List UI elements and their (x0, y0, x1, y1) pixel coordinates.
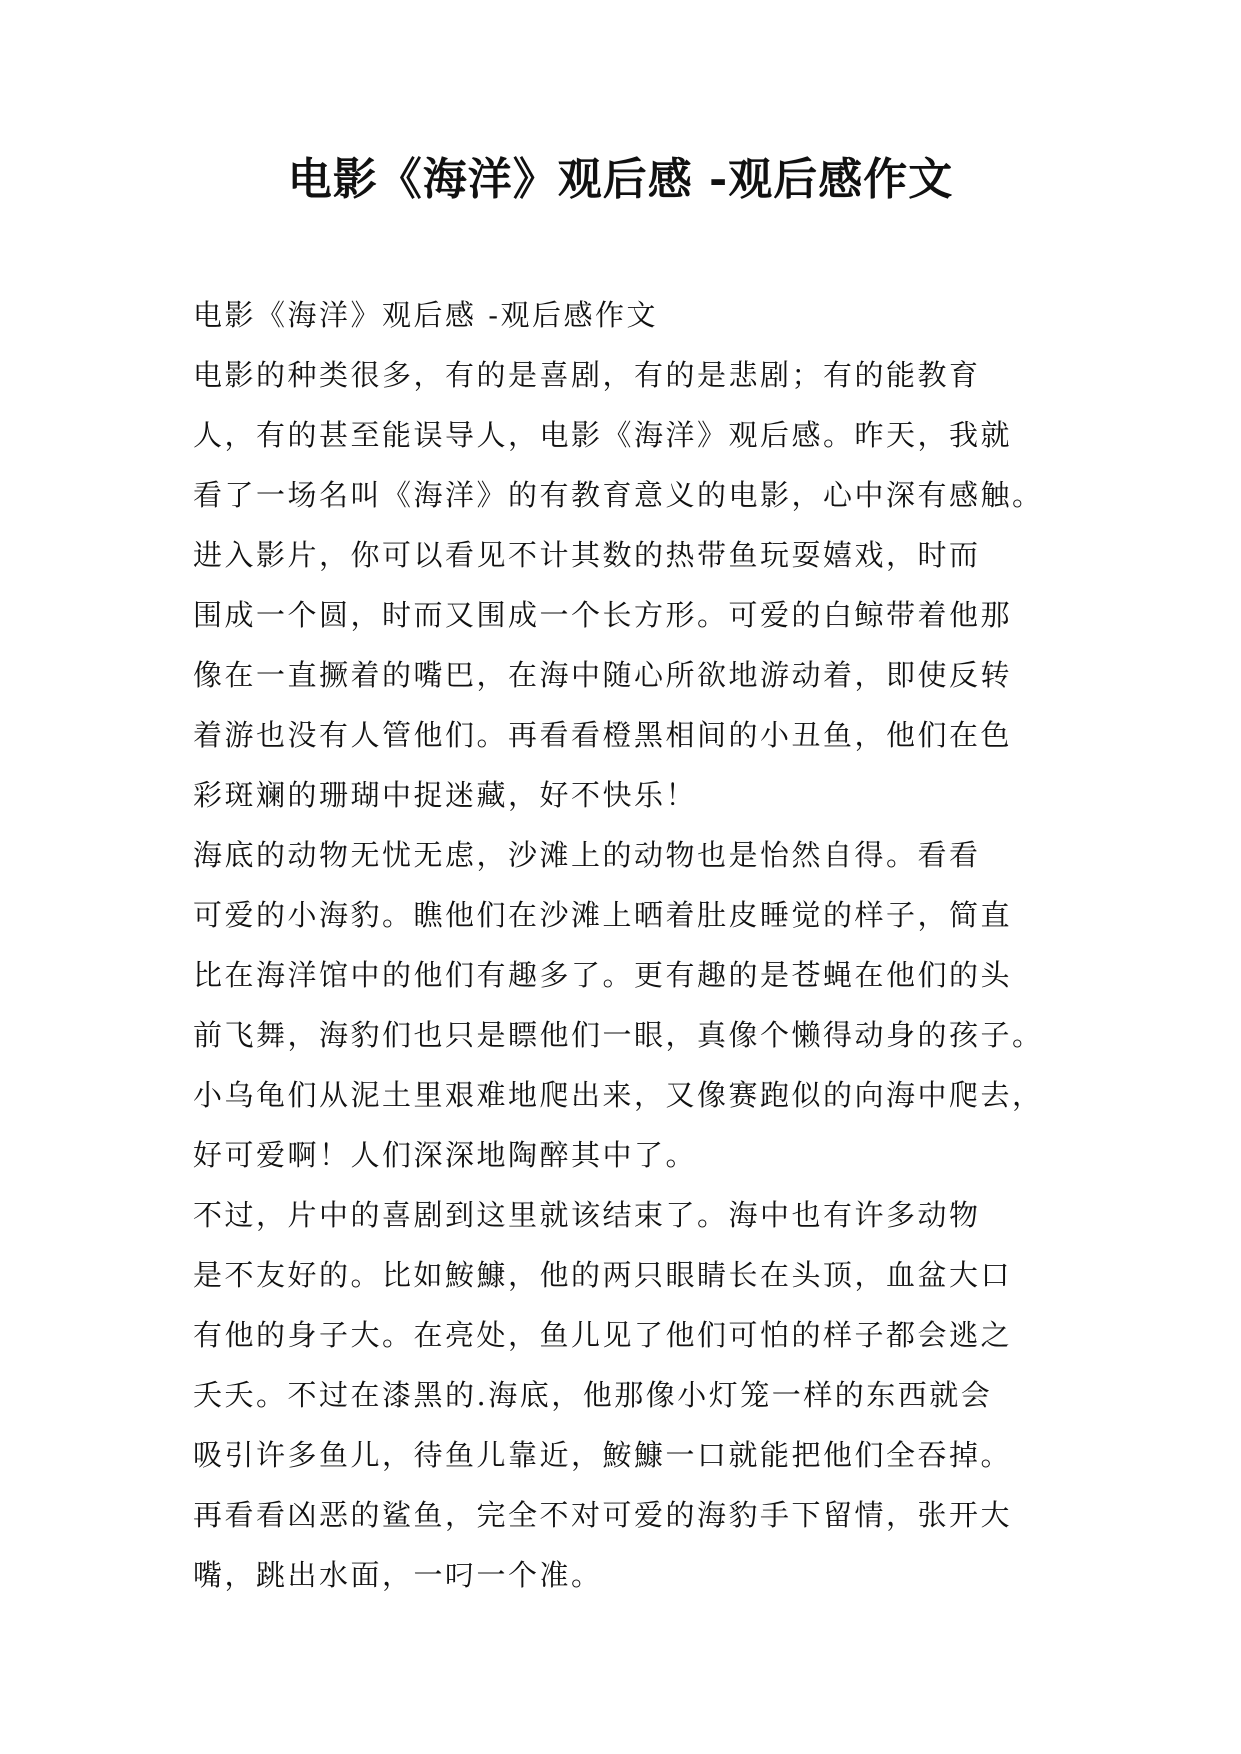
text-line: 进入影片，你可以看见不计其数的热带鱼玩耍嬉戏，时而 (193, 538, 981, 572)
article-subtitle: 电影《海洋》观后感 -观后感作文 (193, 298, 659, 332)
text-line: 像在一直撅着的嘴巴，在海中随心所欲地游动着，即使反转 (193, 658, 1013, 692)
text-line: 不过，片中的喜剧到这里就该结束了。海中也有许多动物 (193, 1198, 981, 1232)
text-line: 好可爱啊！人们深深地陶醉其中了。 (193, 1138, 698, 1172)
text-line: 吸引许多鱼儿，待鱼儿靠近，鮟鱇一口就能把他们全吞掉。 (193, 1438, 1013, 1472)
text-line: 是不友好的。比如鮟鱇，他的两只眼睛长在头顶，血盆大口 (193, 1258, 1013, 1292)
page-title: 电影《海洋》观后感 -观后感作文 (287, 154, 954, 205)
text-line: 前飞舞，海豹们也只是瞟他们一眼，真像个懒得动身的孩子。 (193, 1018, 1044, 1052)
text-line: 人，有的甚至能误导人，电影《海洋》观后感。昨天，我就 (193, 418, 1013, 452)
article-body (193, 290, 1053, 1610)
text-line: 围成一个圆，时而又围成一个长方形。可爱的白鲸带着他那 (193, 598, 1013, 632)
text-line: 电影的种类很多，有的是喜剧，有的是悲剧；有的能教育 (193, 358, 981, 392)
text-line: 嘴，跳出水面，一叼一个准。 (193, 1558, 603, 1592)
text-line: 海底的动物无忧无虑，沙滩上的动物也是怡然自得。看看 (193, 838, 981, 872)
text-line: 再看看凶恶的鲨鱼，完全不对可爱的海豹手下留情，张开大 (193, 1498, 1013, 1532)
text-line: 着游也没有人管他们。再看看橙黑相间的小丑鱼，他们在色 (193, 718, 1013, 752)
text-line: 比在海洋馆中的他们有趣多了。更有趣的是苍蝇在他们的头 (193, 958, 1013, 992)
text-line: 有他的身子大。在亮处，鱼儿见了他们可怕的样子都会逃之 (193, 1318, 1013, 1352)
text-line: 小乌龟们从泥土里艰难地爬出来，又像赛跑似的向海中爬去， (193, 1078, 1044, 1112)
text-line: 夭夭。不过在漆黑的.海底，他那像小灯笼一样的东西就会 (193, 1378, 993, 1412)
text-line: 可爱的小海豹。瞧他们在沙滩上晒着肚皮睡觉的样子，简直 (193, 898, 1013, 932)
text-line: 彩斑斓的珊瑚中捉迷藏，好不快乐！ (193, 778, 698, 812)
text-line: 看了一场名叫《海洋》的有教育意义的电影，心中深有感触。 (193, 478, 1044, 512)
